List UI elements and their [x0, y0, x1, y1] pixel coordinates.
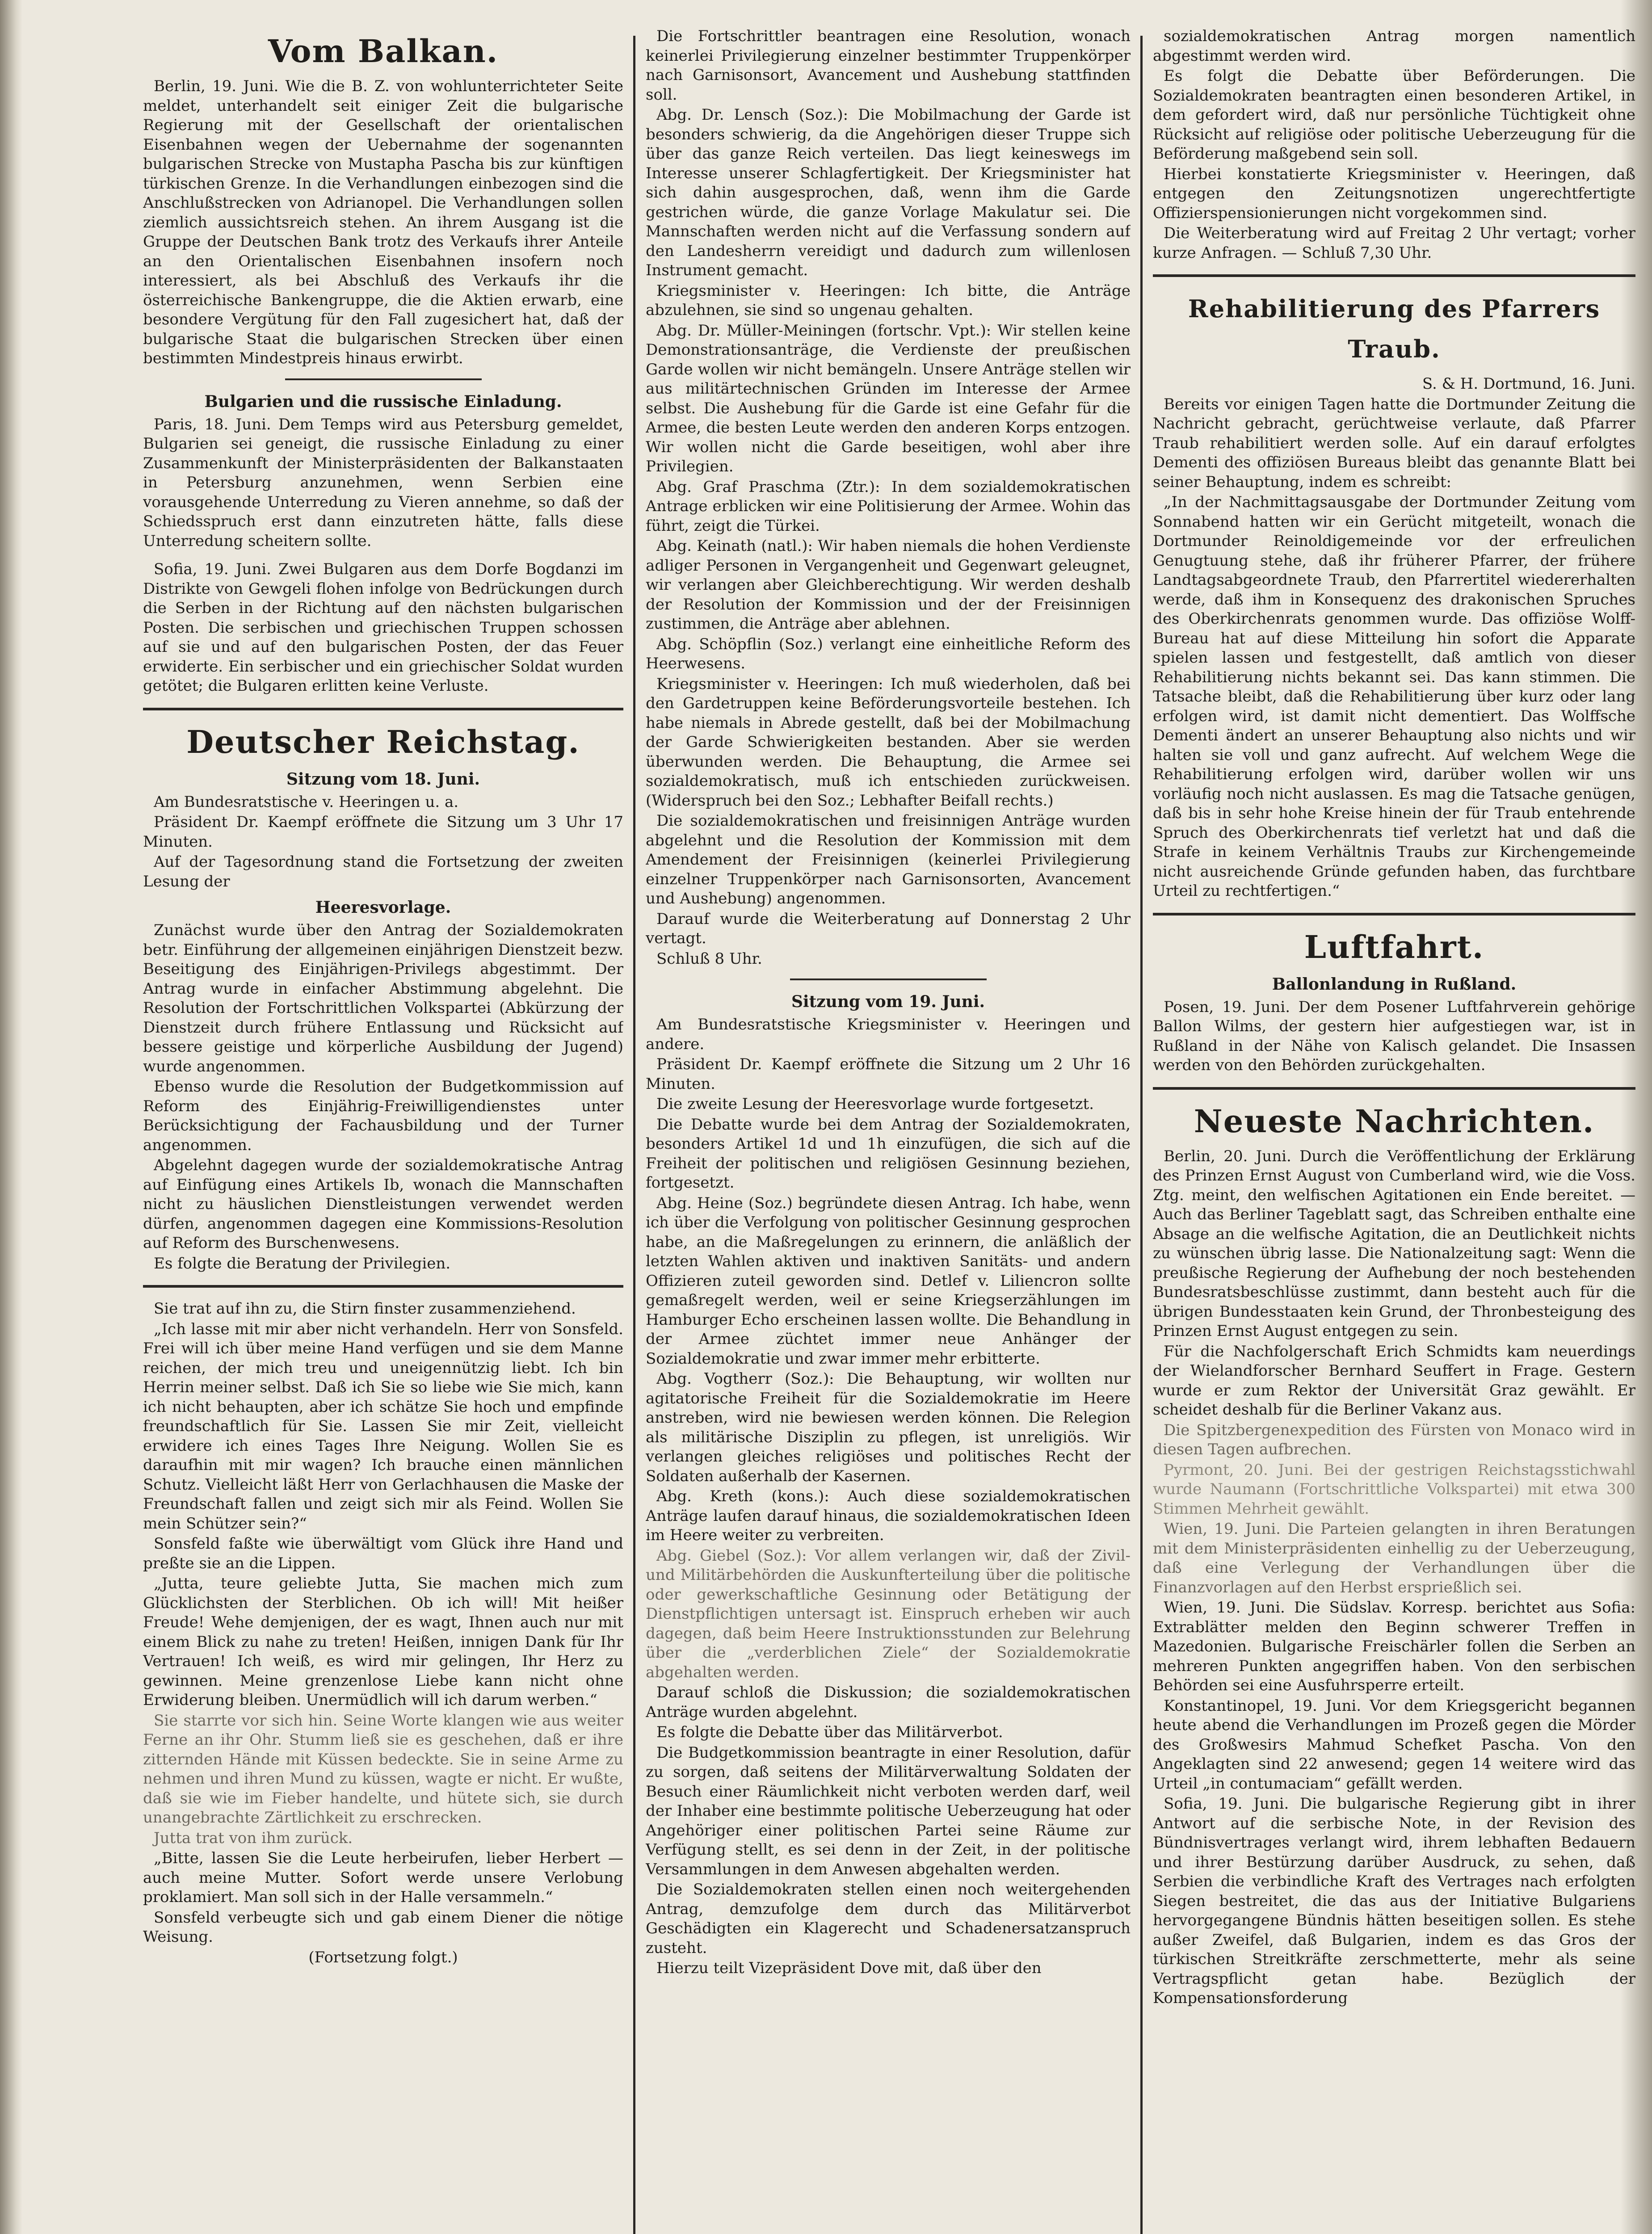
newspaper-page: [143, 27, 1635, 2234]
article-paragraph: Abg. Schöpflin (Soz.) verlangt eine einheitliche Reform des Heerwesens.: [646, 635, 1131, 672]
article-paragraph: Abg. Keinath (natl.): Wir haben niemals die hohen Verdienste adliger Personen in Vergangenheit und Gegenwart geleugnet, wir verlangen aber Gleichberechtigung. Wir werden deshalb der Resolution der Kommission und der der Freisinnigen zustimmen, die Anträge aber ablehnen.: [646, 537, 1131, 633]
novel-paragraph: „Jutta, teure geliebte Jutta, Sie machen mich zum Glücklichsten der Sterblichen. Ob ich will! Mit heißer Freude! Wehe demjenigen, der es wagt, Ihnen auch nur mit einem Blick zu nahe zu treten! Heißen, innigen Dank für Ihr Vertrauen! Ich weiß, es wird mir gelingen, Ihr Herz zu gewinnen. Meine grenzenlose Liebe kann nicht ohne Erwiderung bleiben. Unermüdlich will ich darum werben.“: [143, 1575, 623, 1709]
novel-paragraph: Sonsfeld verbeugte sich und gab einem Diener die nötige Weisung.: [143, 1908, 623, 1946]
subheading: Bulgarien und die russische Einladung.: [204, 392, 562, 411]
article-paragraph: Abg. Dr. Müller-Meiningen (fortschr. Vpt.): Wir stellen keine Demonstrationsanträge, die Verdienste der preußischen Garde wollen wir nicht bemängeln. Unsere Anträge stellen wir aus militärtechnischen Gründen im Interesse der Armee selbst. Die Aushebung für die Garde ist eine Gefahr für die Armee, die besten Leute werden den anderen Korps entzogen. Wir wollen nicht die Garde beseitigen, wohl aber ihre Privilegien.: [646, 321, 1131, 475]
separator: [285, 378, 482, 380]
section-title-traub: Rehabilitierung des Pfarrers Traub.: [1188, 294, 1601, 363]
column-right: [1153, 27, 1635, 2234]
article-paragraph: sozialdemokratischen Antrag morgen namentlich abgestimmt werden wird.: [1153, 27, 1635, 65]
article-paragraph: Es folgte die Debatte über das Militärverbot.: [656, 1723, 1003, 1741]
article-paragraph: Abg. Kreth (kons.): Auch diese sozialdemokratischen Anträge laufen darauf hinaus, die sozialdemokratischen Ideen im Heere weiter zu verbreiten.: [646, 1487, 1131, 1544]
dateline: S. & H. Dortmund, 16. Juni.: [1422, 375, 1635, 393]
article-paragraph: Präsident Dr. Kaempf eröffnete die Sitzung um 2 Uhr 16 Minuten.: [646, 1055, 1131, 1093]
article-paragraph: Die Budgetkommission beantragte in einer Resolution, dafür zu sorgen, daß seitens der Militärverwaltung Soldaten der Besuch einer Räumlichkeit nicht verboten werden darf, weil der Inhaber eine bestimmte politische Ueberzeugung hat oder Angehöriger einer politischen Partei seine Räume zur Verfügung stellt, es sei denn in der Zeit, in der politische Versammlungen in dem Anwesen abgehalten werden.: [646, 1743, 1131, 1878]
subheading: Ballonlandung in Rußland.: [1272, 974, 1517, 994]
article-paragraph: „In der Nachmittagsausgabe der Dortmunder Zeitung vom Sonnabend hatten wir ein Gerücht mitgeteilt, wonach die Dortmunder Reinoldigemeinde vor der erfreulichen Genugtuung stehe, daß ihr früherer Pfarrer, der frühere Landtagsabgeordnete Traub, den Pfarrertitel wiedererhalten werde, daß ihm in Konsequenz des drakonischen Spruches des Oberkirchenrats genommen wurde. Das offiziöse Wolff-Bureau hat auf diese Mitteilung hin sofort die Apparate spielen lassen und festgestellt, daß amtlich von dieser Rehabilitierung nichts bekannt sei. Das kann stimmen. Die Tatsache bleibt, daß die Rehabilitierung über kurz oder lang erfolgen wird, ist damit nicht dementiert. Das Wolffsche Dementi ändert an unserer Behauptung also nichts und wir halten sie voll und ganz aufrecht. Auf welchem Wege die Rehabilitierung erfolgen wird, darüber wollen wir uns vorläufig noch nicht auslassen. Es mag die Tatsache genügen, daß bis in sehr hohe Kreise hinein der für Traub entehrende Spruch des Oberkirchenrats tief verletzt hat und daß die Strafe in keinem Verhältnis Traubs zur Kirchengemeinde nicht ausreichende Gründe gefunden haben, das furchtbare Urteil zu rechtfertigen.“: [1153, 493, 1635, 900]
article-paragraph: Posen, 19. Juni. Der dem Posener Luftfahrverein gehörige Ballon Wilms, der gestern hier aufgestiegen war, ist in Rußland in der Nähe von Kalisch gelandet. Die Insassen werden von den Behörden zurückgehalten.: [1153, 998, 1635, 1074]
section-divider: [1153, 274, 1635, 277]
article-paragraph: Abg. Graf Praschma (Ztr.): In dem sozialdemokratischen Antrage erblicken wir eine Politisierung der Armee. Wohin das führt, zeigt die Türkei.: [646, 478, 1131, 535]
article-paragraph: Darauf wurde die Weiterberatung auf Donnerstag 2 Uhr vertagt.: [646, 910, 1131, 947]
article-paragraph: Konstantinopel, 19. Juni. Vor dem Kriegsgericht begannen heute abend die Verhandlungen im Prozeß gegen die Mörder des Großwesirs Mahmud Schefket Pascha. Von den Angeklagten sind 22 anwesend; gegen 14 weitere wird das Urteil „in contumaciam“ gefällt werden.: [1153, 1696, 1635, 1793]
column-rule: [633, 36, 635, 2234]
novel-paragraph: Jutta trat von ihm zurück.: [154, 1829, 353, 1847]
article-paragraph: Darauf schloß die Diskussion; die sozialdemokratischen Anträge wurden abgelehnt.: [646, 1684, 1131, 1721]
article-paragraph: Die Sozialdemokraten stellen einen noch weitergehenden Antrag, demzufolge dem durch das Militärverbot Geschädigten ein Klagerecht und Schadenersatzanspruch zusteht.: [646, 1881, 1131, 1957]
article-paragraph: Die sozialdemokratischen und freisinnigen Anträge wurden abgelehnt und die Resolution der Kommission mit dem Amendement der Freisinnigen (keinerlei Privilegierung einzelner Truppenkörper nach Garnisonsorten, Avancement und Aushebung) angenommen.: [646, 812, 1131, 907]
article-paragraph: Für die Nachfolgerschaft Erich Schmidts kam neuerdings der Wielandforscher Bernhard Seuffert in Frage. Gestern wurde er zum Rektor der Universität Graz gewählt. Er scheidet deshalb für die Berliner Vakanz aus.: [1153, 1342, 1635, 1419]
novel-paragraph: „Bitte, lassen Sie die Leute herbeirufen, lieber Herbert — auch meine Mutter. Sofort werde unsere Verlobung proklamiert. Man soll sich in der Halle versammeln.“: [143, 1849, 623, 1906]
article-paragraph: Wien, 19. Juni. Die Südslav. Korresp. berichtet aus Sofia: Extrablätter melden den Beginn schwerer Treffen in Mazedonien. Bulgarische Freischärler follen die Serben an mehreren Punkten angegriffen haben. Von den serbischen Behörden sei eine Ausfuhrsperre erteilt.: [1153, 1599, 1635, 1694]
article-paragraph: Abg. Heine (Soz.) begründete diesen Antrag. Ich habe, wenn ich über die Verfolgung von politischer Gesinnung gesprochen habe, an die Maßregelungen zu erinnern, die anläßlich der letzten Wahlen aktiven und inaktiven Sanitäts- und andern Offizieren zuteil geworden sind. Detlef v. Liliencron sollte gemaßregelt werden, weil er seine Kriegserzählungen im Hamburger Echo erscheinen lassen wollte. Die Behandlung in der Armee züchtet immer neue Anhänger der Sozialdemokratie und zwar immer mehr erbitterte.: [646, 1194, 1131, 1368]
article-paragraph: Die Debatte wurde bei dem Antrag der Sozialdemokraten, besonders Artikel 1d und 1h einzufügen, die sich auf die Freiheit der politischen und religiösen Gesinnung beziehen, fortgesetzt.: [646, 1115, 1131, 1192]
section-divider: [1153, 1087, 1635, 1090]
article-paragraph: Am Bundesratstische v. Heeringen u. a.: [154, 793, 459, 811]
article-paragraph: Berlin, 19. Juni. Wie die B. Z. von wohlunterrichteter Seite meldet, unterhandelt seit einiger Zeit die bulgarische Regierung mit der Gesellschaft der orientalischen Eisenbahnen wegen der Uebernahme der sogenannten bulgarischen Strecke von Mustapha Pascha bis zur künftigen türkischen Grenze. In die Verhandlungen einbezogen sind die Anschlußstrecken von Adrianopel. Die Verhandlungen sollen ziemlich aussichtsreich stehen. An ihrem Ausgang ist die Gruppe der Deutschen Bank trotz des Verkaufs ihrer Anteile an den Orientalischen Eisenbahnen insofern noch interessiert, als bei Abschluß des Verkaufs ihr die österreichische Bankengruppe, die die Aktien erwarb, eine besondere Vergütung für den Fall zugesichert hat, daß der bulgarische Staat die bulgarischen Strecken über einen bestimmten Mindestpreis hinaus erwirbt.: [143, 77, 623, 367]
article-paragraph: Paris, 18. Juni. Dem Temps wird aus Petersburg gemeldet, Bulgarien sei geneigt, die russische Einladung zu einer Zusammenkunft der Ministerpräsidenten der Balkanstaaten in Petersburg anzunehmen, wenn Serbien eine vorausgehende Unterredung zu Vieren annehme, so daß der Schiedsspruch erst dann einzutreten hätte, falls diese Unterredung scheitern sollte.: [143, 415, 623, 550]
column-rule: [1140, 36, 1143, 2234]
article-paragraph: Kriegsminister v. Heeringen: Ich muß wiederholen, daß bei den Gardetruppen keine Beförderungsvorteile bestehen. Ich habe niemals in Abrede gestellt, daß bei der Mobilmachung der Garde Schwierigkeiten bestanden. Aber sie werden überwunden werden. Die Behauptung, die Armee sei sozialdemokratisch, muß ich entschieden zurückweisen. (Widerspruch bei den Soz.; Lebhafter Beifall rechts.): [646, 675, 1131, 810]
continuation-note: (Fortsetzung folgt.): [308, 1948, 458, 1966]
article-paragraph: Zunächst wurde über den Antrag der Sozialdemokraten betr. Einführung der allgemeinen einjährigen Dienstzeit bezw. Beseitigung des Einjährigen-Privilegs abgestimmt. Der Antrag wurde in einfacher Abstimmung abgelehnt. Die Resolution der Fortschrittlichen Volkspartei (Abkürzung der Dienstzeit durch frühere Entlassung und Rücksicht auf bessere geistige und körperliche Ausbildung der Jugend) wurde angenommen.: [143, 921, 623, 1075]
article-paragraph: Es folgt die Debatte über Beförderungen. Die Sozialdemokraten beantragten einen besonderen Artikel, in dem gefordert wird, daß nur persönliche Tüchtigkeit ohne Rücksicht auf religiöse oder politische Ueberzeugung für die Beförderung maßgebend sein soll.: [1153, 67, 1635, 163]
session-heading: Sitzung vom 19. Juni.: [791, 992, 985, 1011]
novel-paragraph: Sonsfeld faßte wie überwältigt vom Glück ihre Hand und preßte sie an die Lippen.: [143, 1535, 623, 1572]
separator: [790, 978, 987, 980]
article-paragraph: Abg. Dr. Lensch (Soz.): Die Mobilmachung der Garde ist besonders schwierig, da die Angehörigen dieser Truppe sich über das ganze Reich verteilen. Das liegt keineswegs im Interesse unserer Schlagfertigkeit. Der Kriegsminister hat sich dahin ausgesprochen, daß, wenn ihm die Garde gestrichen würde, die ganze Vorlage Makulatur sei. Die Mannschaften werden nicht auf die Verfassung sondern auf den Landesherrn vereidigt und dadurch zum willenlosen Instrument gemacht.: [646, 106, 1131, 279]
column-left: [143, 27, 623, 2234]
section-divider: [143, 708, 623, 710]
column-middle: [646, 27, 1131, 2234]
book-spine-shadow: [0, 0, 22, 2234]
novel-paragraph: Sie starrte vor sich hin. Seine Worte klangen wie aus weiter Ferne an ihr Ohr. Stumm ließ sie es geschehen, daß er ihre zitternden Hände mit Küssen bedeckte. Sie in seine Arme zu nehmen und ihren Mund zu küssen, wagte er nicht. Er wußte, daß sie wie im Fieber handelte, und hütete sich, sie durch unangebrachte Zärtlichkeit zu erschrecken.: [143, 1711, 623, 1827]
section-title-neueste: Neueste Nachrichten.: [1194, 1102, 1595, 1140]
section-title-reichstag: Deutscher Reichstag.: [186, 723, 580, 760]
article-paragraph: Präsident Dr. Kaempf eröffnete die Sitzung um 3 Uhr 17 Minuten.: [143, 813, 623, 851]
article-paragraph: Berlin, 20. Juni. Durch die Veröffentlichung der Erklärung des Prinzen Ernst August von Cumberland wird, wie die Voss. Ztg. meint, den welfischen Agitationen ein Ende bereitet. — Auch das Berliner Tageblatt sagt, das Schreiben enthalte eine Absage an die welfische Agitation, die an Deutlichkeit nichts zu wünschen übrig lasse. Die Nationalzeitung sagt: Wenn die preußische Regierung der Aufhebung der noch bestehenden Bundesratsbeschlüsse zustimmt, dann besteht auch für die übrigen Bundesstaaten kein Grund, der Thronbesteigung des Prinzen Ernst August entgegen zu sein.: [1153, 1147, 1635, 1340]
section-title-luftfahrt: Luftfahrt.: [1304, 928, 1484, 966]
article-paragraph: Bereits vor einigen Tagen hatte die Dortmunder Zeitung die Nachricht gebracht, gerüchtweise verlaute, daß Pfarrer Traub rehabilitiert werden solle. Auf ein darauf erfolgtes Dementi des offiziösen Bureaus bleibt das genannte Blatt bei seiner Behauptung, indem es schreibt:: [1153, 395, 1635, 491]
article-paragraph: Es folgte die Beratung der Privilegien.: [154, 1254, 451, 1272]
article-paragraph: Abg. Vogtherr (Soz.): Die Behauptung, wir wollten nur agitatorische Freiheit für die Sozialdemokratie im Heere anstreben, wird nie bewiesen werden können. Die Relegion als militärische Disziplin zu pflegen, ist unreligiös. Wir verlangen gleiches religiöses und politisches Recht der Soldaten außerhalb der Kasernen.: [646, 1370, 1131, 1485]
article-paragraph: Sofia, 19. Juni. Zwei Bulgaren aus dem Dorfe Bogdanzi im Distrikte von Gewgeli flohen infolge von Bedrückungen durch die Serben in der Richtung auf den nächsten bulgarischen Posten. Die serbischen und griechischen Truppen schossen auf sie und auf den bulgarischen Posten, der das Feuer erwiderte. Ein serbischer und ein griechischer Soldat wurden getötet; die Bulgaren erlitten keine Verluste.: [143, 560, 623, 695]
article-paragraph: Hierzu teilt Vizepräsident Dove mit, daß über den: [656, 1959, 1042, 1977]
article-paragraph: Sofia, 19. Juni. Die bulgarische Regierung gibt in ihrer Antwort auf die serbische Note, in der Revision des Bündnisvertrages verlangt wird, ihrem lebhaften Bedauern und ihrer Bestürzung darüber Ausdruck, zu sehen, daß Serbien die verbindliche Kraft des Vertrages nach erfolgten Siegen bestreitet, die das aus der Initiative Bulgariens hervorgegangene Bündnis hätten beseitigen sollen. Es stehe außer Zweifel, daß Bulgarien, indem es das Gros der türkischen Streitkräfte zerschmetterte, mehr als seine Vertragspflicht getan habe. Bezüglich der Kompensationsforderung: [1153, 1795, 1635, 2007]
article-paragraph: Die zweite Lesung der Heeresvorlage wurde fortgesetzt.: [656, 1095, 1094, 1113]
article-paragraph: Kriegsminister v. Heeringen: Ich bitte, die Anträge abzulehnen, sie sind so ungenau gehalten.: [646, 281, 1131, 319]
section-divider: [1153, 913, 1635, 915]
article-paragraph: Die Fortschrittler beantragen eine Resolution, wonach keinerlei Privilegierung einzelner bestimmter Truppenkörper nach Garnisonsort, Avancement und Aushebung stattfinden soll.: [646, 27, 1131, 104]
subheading: Heeresvorlage.: [315, 898, 451, 917]
article-paragraph: Die Spitzbergenexpedition des Fürsten von Monaco wird in diesen Tagen aufbrechen.: [1153, 1421, 1635, 1458]
article-paragraph: Am Bundesratstische Kriegsminister v. Heeringen und andere.: [646, 1016, 1131, 1053]
article-paragraph: Pyrmont, 20. Juni. Bei der gestrigen Reichstagsstichwahl wurde Naumann (Fortschrittliche Volkspartei) mit etwa 300 Stimmen Mehrheit gewählt.: [1153, 1461, 1635, 1518]
session-heading: Sitzung vom 18. Juni.: [286, 769, 480, 789]
article-paragraph: Die Weiterberatung wird auf Freitag 2 Uhr vertagt; vorher kurze Anfragen. — Schluß 7,30 Uhr.: [1153, 224, 1635, 262]
article-paragraph: Hierbei konstatierte Kriegsminister v. Heeringen, daß entgegen den Zeitungsnotizen ungerechtfertigte Offizierspensionierungen nicht vorgekommen sind.: [1153, 165, 1635, 222]
novel-paragraph: „Ich lasse mit mir aber nicht verhandeln. Herr von Sonsfeld. Frei will ich über meine Hand verfügen und sie dem Manne reichen, der mich treu und uneigennützig liebt. Ich bin Herrin meiner selbst. Daß ich Sie so liebe wie Sie mich, kann ich nicht behaupten, aber ich schätze Sie hoch und empfinde freundschaftlich für Sie. Lassen Sie mir Zeit, vielleicht erwidere ich eines Tages Ihre Neigung. Wollen Sie es daraufhin mit mir wagen? Ich brauche einen männlichen Schutz. Vielleicht läßt Herr von Gerlachhausen die Maske der Freundschaft fallen und zeigt sich mir als Feind. Wollen Sie mein Schützer sein?“: [143, 1320, 623, 1533]
article-paragraph: Auf der Tagesordnung stand die Fortsetzung der zweiten Lesung der: [143, 853, 623, 890]
article-paragraph: Wien, 19. Juni. Die Parteien gelangten in ihren Beratungen mit dem Ministerpräsidenten einhellig zu der Ueberzeugung, daß eine Verlegung der Verhandlungen über die Finanzvorlagen auf den Herbst ersprießlich sei.: [1153, 1520, 1635, 1596]
novel-paragraph: Sie trat auf ihn zu, die Stirn finster zusammenziehend.: [154, 1300, 576, 1318]
article-paragraph: Abgelehnt dagegen wurde der sozialdemokratische Antrag auf Einfügung eines Artikels Ib, wonach die Mannschaften nicht zu häuslichen Dienstleistungen verwendet werden dürfen, angenommen dagegen eine Kommissions-Resolution auf Reform des Burschenwesens.: [143, 1156, 623, 1252]
section-divider: [143, 1285, 623, 1288]
article-paragraph: Abg. Giebel (Soz.): Vor allem verlangen wir, daß der Zivil- und Militärbehörden die Auskunfterteilung über die politische oder gewerkschaftliche Gesinnung oder Betätigung der Dienstpflichtigen untersagt ist. Einspruch erheben wir auch dagegen, daß beim Heere Instruktionsstunden zur Belehrung über die „verderblichen Ziele“ der Sozialdemokratie abgehalten werden.: [646, 1546, 1131, 1681]
section-title-balkan: Vom Balkan.: [268, 33, 499, 70]
article-paragraph: Ebenso wurde die Resolution der Budgetkommission auf Reform des Einjährig-Freiwilligendienstes unter Berücksichtigung der Fachausbildung und der Turner angenommen.: [143, 1078, 623, 1154]
article-paragraph: Schluß 8 Uhr.: [656, 949, 762, 968]
